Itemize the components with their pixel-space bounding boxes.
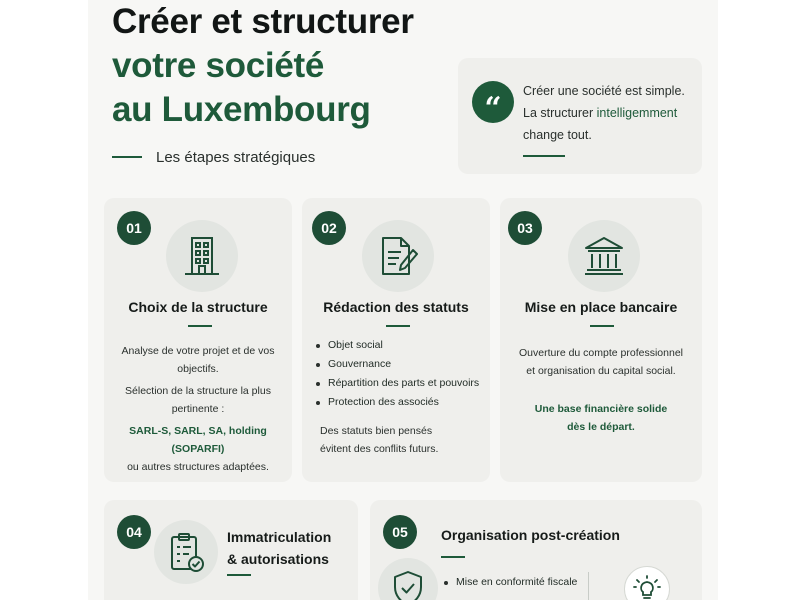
step-highlight: Une base financière solide dès le départ.: [534, 403, 668, 433]
step-card-03: [500, 198, 702, 482]
step-card-04: [104, 500, 358, 600]
quote-line-1: Créer une société est simple.: [523, 84, 685, 98]
step-title: Organisation post-création: [441, 527, 620, 543]
subtitle-text: Les étapes stratégiques: [156, 148, 316, 166]
step-title: Mise en place bancaire: [524, 299, 678, 315]
step-card-01: [104, 198, 292, 482]
step-card-05: [370, 500, 702, 600]
step-structures: SARL-S, SARL, SA, holding (SOPARFI): [129, 425, 267, 455]
step-body: [516, 344, 686, 440]
subtitle: [112, 147, 315, 167]
list-item: Mise en conformité fiscale: [442, 573, 592, 592]
shield-check-icon: [378, 558, 438, 600]
step-bullet-list: [314, 336, 484, 412]
document-pen-icon: [362, 220, 434, 292]
divider: [588, 572, 589, 600]
quote-rule: [523, 155, 565, 157]
list-item: Répartition des parts et pouvoirs: [314, 374, 484, 393]
step-paragraph: Ouverture du compte professionnel et organisation du capital social.: [518, 347, 683, 377]
step-rule: [188, 325, 212, 327]
step-rule: [590, 325, 614, 327]
step-title: Rédaction des statuts: [323, 299, 469, 315]
quote-icon: “: [472, 81, 514, 123]
step-title-line-2: & autorisations: [227, 551, 329, 567]
list-item: Gouvernance: [314, 355, 484, 374]
title-line-1: Créer et structurer: [112, 2, 414, 41]
step-paragraph: ou autres structures adaptées.: [127, 461, 269, 473]
step-paragraph: Sélection de la structure la plus pertinente :: [125, 385, 271, 415]
list-item: Protection des associés: [314, 393, 484, 412]
step-number-badge: 01: [117, 211, 151, 245]
bank-icon: [568, 220, 640, 292]
title-line-3: au Luxembourg: [112, 90, 371, 129]
step-title: Choix de la structure: [128, 299, 268, 315]
step-title: [227, 526, 331, 570]
quote-line-2: [523, 102, 698, 124]
step-bullet-list: [442, 573, 592, 592]
title-line-2: votre société: [112, 46, 325, 85]
step-rule: [386, 325, 410, 327]
quote-card: [458, 58, 702, 174]
lightbulb-icon: [624, 566, 670, 600]
step-body: [118, 342, 278, 480]
page-title: [112, 0, 414, 132]
step-rule: [441, 556, 465, 558]
quote-line-2-accent: intelligemment: [596, 106, 678, 120]
step-rule: [227, 574, 251, 576]
clipboard-check-icon: [154, 520, 218, 584]
step-paragraph: Analyse de votre projet et de vos objectifs.: [121, 345, 275, 375]
step-number-badge: 04: [117, 515, 151, 549]
list-item: Objet social: [314, 336, 484, 355]
step-body: Des statuts bien pensés évitent des conflits futurs.: [320, 425, 439, 455]
step-number-badge: 02: [312, 211, 346, 245]
step-number-badge: 05: [383, 515, 417, 549]
quote-line-2-prefix: La structurer: [523, 106, 597, 120]
building-icon: [166, 220, 238, 292]
subtitle-dash: [112, 156, 142, 158]
quote-line-3: change tout.: [523, 128, 592, 142]
step-number-badge: 03: [508, 211, 542, 245]
step-card-02: [302, 198, 490, 482]
quote-text: [523, 80, 698, 146]
step-title-line-1: Immatriculation: [227, 529, 332, 545]
